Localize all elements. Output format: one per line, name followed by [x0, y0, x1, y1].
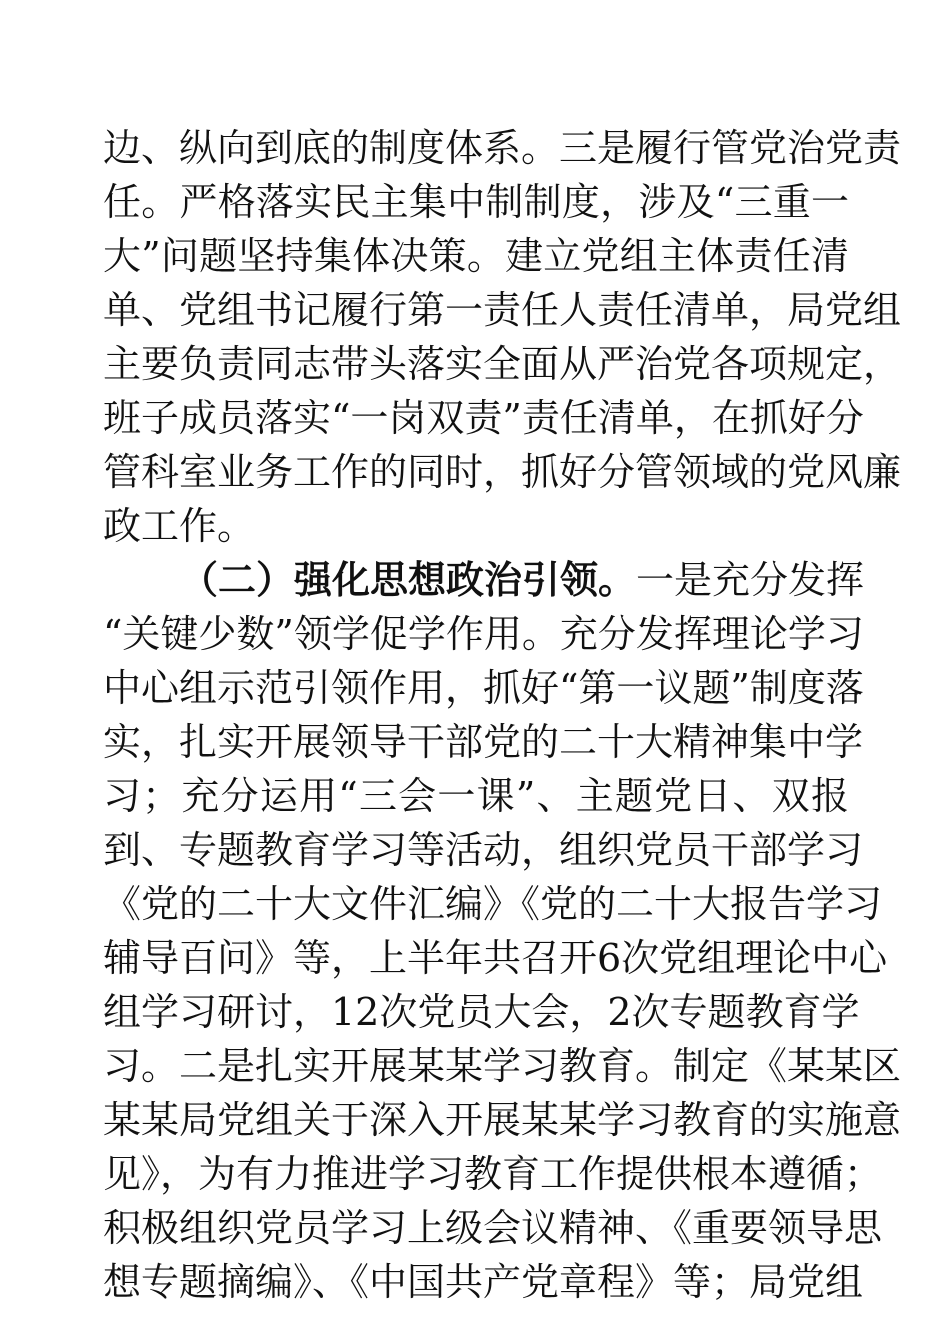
body-line: 边、纵向到底的制度体系。三是履行管党治党责 — [103, 126, 902, 170]
section-heading-continuation: 一是充分发挥 — [636, 558, 865, 602]
section-heading: （二）强化思想政治引领。 — [180, 558, 637, 602]
body-line: “关键少数”领学促学作用。充分发挥理论学习 — [103, 612, 864, 656]
section-heading-line — [180, 552, 865, 608]
body-line: 辅导百问》等，上半年共召开6次党组理论中心 — [103, 936, 888, 980]
body-line: 单、党组书记履行第一责任人责任清单，局党组 — [103, 288, 902, 332]
body-line: 政工作。 — [103, 504, 256, 548]
body-line: 积极组织党员学习上级会议精神、《重要领导思 — [103, 1206, 883, 1250]
body-line: 组学习研讨，12次党员大会，2次专题教育学 — [103, 990, 860, 1034]
body-line: 管科室业务工作的同时，抓好分管领域的党风廉 — [103, 450, 902, 494]
body-line: 班子成员落实“一岗双责”责任清单，在抓好分 — [103, 396, 864, 440]
body-line: 习。二是扎实开展某某学习教育。制定《某某区 — [103, 1044, 902, 1088]
body-line: 见》，为有力推进学习教育工作提供根本遵循； — [103, 1152, 883, 1196]
body-line: 任。严格落实民主集中制制度，涉及“三重一 — [103, 180, 849, 224]
body-line: 习；充分运用“三会一课”、主题党日、双报 — [103, 774, 849, 818]
body-line: 想专题摘编》、《中国共产党章程》等；局党组 — [103, 1260, 864, 1304]
body-line: 《党的二十大文件汇编》《党的二十大报告学习 — [103, 882, 883, 926]
body-line: 中心组示范引领作用，抓好“第一议题”制度落 — [103, 666, 864, 710]
body-line: 大”问题坚持集体决策。建立党组主体责任清 — [103, 234, 849, 278]
body-line: 实，扎实开展领导干部党的二十大精神集中学 — [103, 720, 864, 764]
body-line: 某某局党组关于深入开展某某学习教育的实施意 — [103, 1098, 902, 1142]
body-line: 主要负责同志带头落实全面从严治党各项规定， — [103, 342, 902, 386]
body-line: 到、专题教育学习等活动，组织党员干部学习 — [103, 828, 864, 872]
